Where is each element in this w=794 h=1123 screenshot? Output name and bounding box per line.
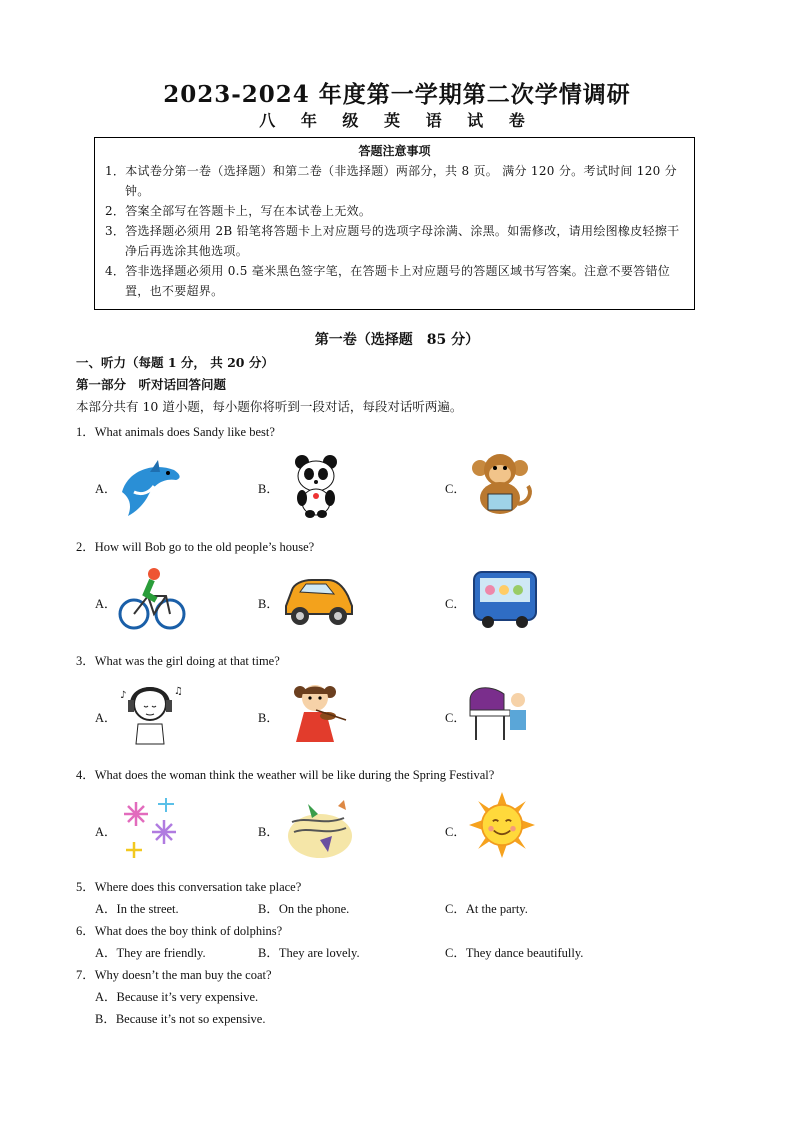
question-6: 6．What does the boy think of dolphins? [76, 924, 283, 938]
notice-box [94, 137, 695, 310]
snowflakes-icon [116, 796, 188, 862]
option-c-label: C． [445, 711, 466, 725]
exam-title: 2023-2024 年度第一学期第二次学情调研 [163, 81, 631, 108]
windy-icon [284, 796, 356, 862]
option-a-label: A． [95, 711, 117, 725]
monkey-icon [464, 452, 536, 518]
question-2: 2．How will Bob go to the old people’s house? [76, 540, 315, 554]
notice-item: 4．答非选择题必须用 0.5 毫米黑色签字笔，在答题卡上对应题号的答题区域书写答案。注意不要答错位置，也不要超界。 [105, 264, 671, 298]
option-a: A．They are friendly. [95, 946, 206, 960]
dolphin-icon [114, 452, 186, 518]
option-a-label: A． [95, 825, 117, 839]
instructions: 本部分共有 10 道小题，每小题你将听到一段对话，每段对话听两遍。 [76, 399, 463, 414]
option-c-label: C． [445, 597, 466, 611]
cyclist-icon [116, 566, 188, 632]
notice-title: 答题注意事项 [358, 144, 431, 158]
option-b: B．Because it’s not so expensive. [95, 1012, 266, 1026]
option-a: A．Because it’s very expensive. [95, 990, 259, 1004]
question-7: 7．Why doesn’t the man buy the coat? [76, 968, 272, 982]
notice-item: 2．答案全部写在答题卡上，写在本试卷上无效。 [105, 204, 372, 218]
option-a-label: A． [95, 482, 117, 496]
option-c: C．They dance beautifully. [445, 946, 584, 960]
question-4: 4．What does the woman think the weather will be like during the Spring Festival? [76, 768, 495, 782]
sun-icon [466, 792, 538, 858]
section-heading: 一、听力（每题 1 分， 共 20 分） [76, 355, 274, 370]
question-3: 3．What was the girl doing at that time? [76, 654, 280, 668]
option-a: A．In the street. [95, 902, 179, 916]
girl-listening-music-icon [118, 680, 190, 746]
option-c-label: C． [445, 482, 466, 496]
option-b-label: B． [258, 711, 279, 725]
option-c-label: C． [445, 825, 466, 839]
bus-icon [468, 566, 540, 632]
part-title: 第一卷（选择题 85 分） [314, 332, 480, 348]
notice-item: 1．本试卷分第一卷（选择题）和第二卷（非选择题）两部分，共 8 页。 满分 120 分。考试时间 120 分钟。 [105, 164, 677, 198]
girl-violin-icon [282, 680, 354, 746]
panda-icon [280, 452, 352, 518]
car-icon [282, 566, 354, 632]
question-1: 1．What animals does Sandy like best? [76, 425, 275, 439]
option-b: B．On the phone. [258, 902, 350, 916]
option-b-label: B． [258, 825, 279, 839]
svg-text:♫: ♫ [174, 686, 183, 697]
question-5: 5．Where does this conversation take place? [76, 880, 302, 894]
option-b-label: B． [258, 597, 279, 611]
svg-text:♪: ♪ [120, 690, 127, 701]
exam-subtitle: 八 年 级 英 语 试 卷 [259, 111, 535, 130]
option-c: C．At the party. [445, 902, 528, 916]
piano-icon [464, 680, 536, 746]
subsection-heading: 第一部分 听对话回答问题 [76, 377, 227, 392]
option-b-label: B． [258, 482, 279, 496]
notice-item: 3．答选择题必须用 2B 铅笔将答题卡上对应题号的选项字母涂满、涂黑。如需修改，请用绘图橡皮轻擦干净后再选涂其他选项。 [105, 224, 680, 258]
option-a-label: A． [95, 597, 117, 611]
option-b: B．They are lovely. [258, 946, 360, 960]
